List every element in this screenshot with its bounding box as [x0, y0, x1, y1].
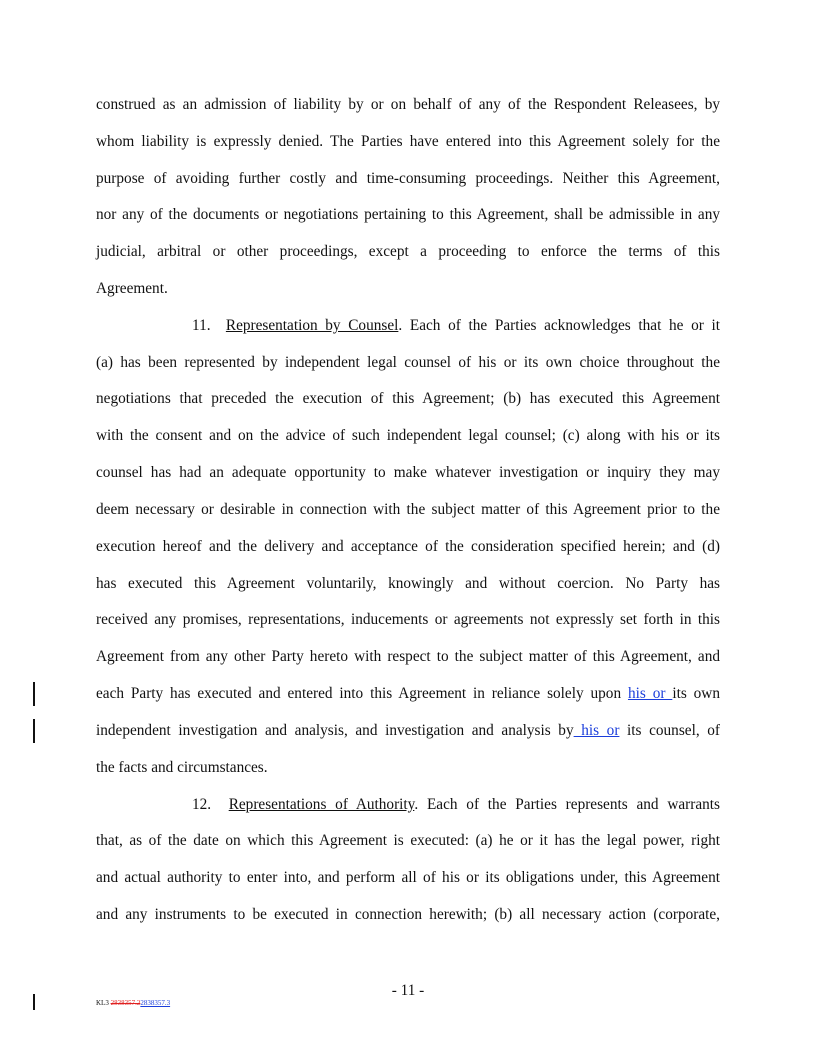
inserted-docid: 2838357.3: [140, 999, 171, 1007]
p11-heading: Representation by Counsel: [225, 317, 399, 334]
p11-line-8: has executed this Agreement voluntarily, knowingly and without coercion. No Party has: [96, 575, 720, 592]
p11-last-line: the facts and circumstances.: [96, 759, 268, 776]
p11-line-12: [96, 721, 720, 741]
p11-line-10: Agreement from any other Party hereto with respect to the subject matter of this Agreement, and: [96, 648, 720, 665]
p11-line-11-end: its own: [672, 685, 720, 702]
p12-line-2: that, as of the date on which this Agreement is executed: (a) he or it has the legal power, right: [96, 832, 720, 849]
inserted-text: his or: [627, 685, 673, 702]
p11-line-5: counsel has had an adequate opportunity to make whatever investigation or inquiry they may: [96, 464, 720, 481]
p11-line-9: received any promises, representations, inducements or agreements not expressly set forth in this: [96, 611, 720, 628]
p11-number: 11.: [192, 317, 211, 334]
p12-line-4: and any instruments to be executed in connection herewith; (b) all necessary action (corporate,: [96, 906, 720, 923]
p11-line-12-text: independent investigation and analysis, and investigation and analysis by: [96, 722, 574, 739]
change-bar: [33, 682, 35, 706]
p11-line-2: (a) has been represented by independent legal counsel of his or its own choice throughout the: [96, 354, 720, 371]
p11-first-line-rest: . Each of the Parties acknowledges that he or it: [398, 317, 720, 334]
p12-line-3: and actual authority to enter into, and perform all of his or its obligations under, this Agreement: [96, 869, 720, 886]
p10-line-3: purpose of avoiding further costly and time-consuming proceedings. Neither this Agreement,: [96, 170, 720, 187]
p10-line-2: whom liability is expressly denied. The Parties have entered into this Agreement solely for the: [96, 133, 720, 150]
p11-line-7: execution hereof and the delivery and acceptance of the consideration specified herein; and (d): [96, 538, 720, 555]
p10-line-4: nor any of the documents or negotiations pertaining to this Agreement, shall be admissible in any: [96, 206, 720, 223]
deleted-docid: 2838357.2: [110, 999, 141, 1007]
p12-first-line: [192, 795, 720, 815]
p11-line-3: negotiations that preceded the execution of this Agreement; (b) has executed this Agreement: [96, 390, 720, 407]
docid-prefix: KL3: [96, 999, 111, 1007]
page-number: - 11 -: [391, 982, 425, 999]
change-bar: [33, 719, 35, 743]
p12-first-line-rest: . Each of the Parties represents and warrants: [414, 796, 720, 813]
p10-line-5: judicial, arbitral or other proceedings, except a proceeding to enforce the terms of this: [96, 243, 720, 260]
p11-first-line: [192, 316, 720, 336]
p10-line-6: Agreement.: [96, 280, 168, 297]
inserted-text: his or: [573, 722, 620, 739]
p11-line-11-text: each Party has executed and entered into this Agreement in reliance solely upon: [96, 685, 628, 702]
document-id: [96, 998, 170, 1008]
p12-number: 12.: [192, 796, 212, 813]
p11-line-11: [96, 684, 720, 704]
p10-line-1: construed as an admission of liability by or on behalf of any of the Respondent Releasees, by: [96, 96, 720, 113]
p11-line-6: deem necessary or desirable in connection with the subject matter of this Agreement prior to the: [96, 501, 720, 518]
p12-heading: Representations of Authority: [228, 796, 415, 813]
p11-line-12-end: its counsel, of: [619, 722, 720, 739]
p11-line-4: with the consent and on the advice of such independent legal counsel; (c) along with his or its: [96, 427, 720, 444]
